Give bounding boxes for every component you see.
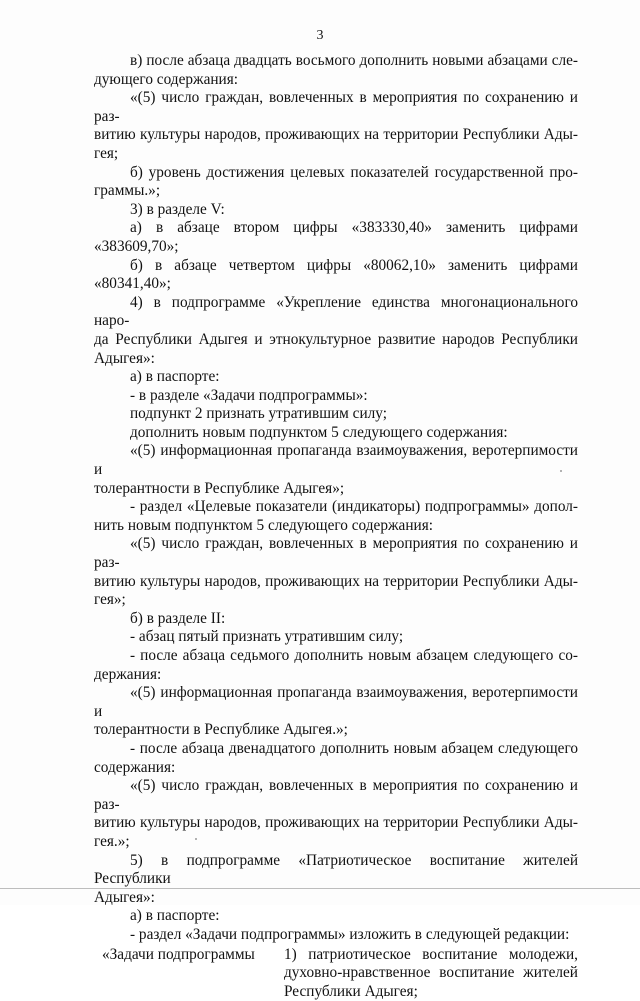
text-line: - абзац пятый признать утратившим силу; [94,628,578,647]
text-line: 5) в подпрограмме «Патриотическое воспитание жителей Республики [94,852,578,889]
paragraph-17 [94,647,578,684]
paragraph-15 [94,610,578,629]
paragraph-19 [94,740,578,777]
paragraph-13 [94,498,578,535]
paragraph-1 [94,52,578,89]
paragraph-12 [94,442,578,498]
scan-edge-line [0,888,640,889]
text-line: - в разделе «Задачи подпрограммы»: [94,387,578,406]
text-line: а) в паспорте: [94,907,578,926]
text-line: а) в абзаце втором цифры «383330,40» заменить цифрами [94,219,578,238]
text-line: дующего содержания: [94,71,578,90]
paragraph-18 [94,684,578,740]
paragraph-2 [94,89,578,163]
paragraph-22 [94,907,578,926]
text-line: «(5) информационная пропаганда взаимоуважения, веротерпимости и [94,684,578,721]
text-line: гея.»; [94,833,578,852]
text-line: духовно-нравственное воспитание жителей [284,964,578,983]
text-line: «80341,40»; [94,275,578,294]
text-line: толерантности в Республике Адыгея»; [94,480,578,499]
text-line: Адыгея»: [94,350,578,369]
text-line: «(5) число граждан, вовлеченных в мероприятия по сохранению и раз- [94,535,578,572]
paragraph-4 [94,201,578,220]
text-line: подпункт 2 признать утратившим силу; [94,405,578,424]
paragraph-6 [94,257,578,294]
document-body [94,52,578,1001]
tasks-table-value [284,946,578,1001]
text-line: витию культуры народов, проживающих на территории Республики Ады- [94,573,578,592]
scan-speck [195,838,197,840]
text-line: а) в паспорте: [94,368,578,387]
paragraph-23 [94,926,578,945]
scan-speck [560,470,562,472]
paragraph-16 [94,628,578,647]
paragraph-10 [94,405,578,424]
text-line: «(5) информационная пропаганда взаимоуважения, веротерпимости и [94,442,578,479]
text-line: б) уровень достижения целевых показателей государственной про- [94,164,578,183]
paragraph-7 [94,294,578,368]
text-line: «(5) число граждан, вовлеченных в мероприятия по сохранению и раз- [94,89,578,126]
text-line: б) в разделе II: [94,610,578,629]
text-line: граммы.»; [94,182,578,201]
text-line: 1) патриотическое воспитание молодежи, [284,946,578,965]
paragraph-21 [94,852,578,908]
text-line: витию культуры народов, проживающих на территории Республики Ады- [94,126,578,145]
text-line: «(5) число граждан, вовлеченных в мероприятия по сохранению и раз- [94,777,578,814]
text-line: Адыгея»: [94,889,578,908]
paragraph-20 [94,777,578,851]
text-line: дополнить новым подпунктом 5 следующего содержания: [94,424,578,443]
text-line: - раздел «Задачи подпрограммы» изложить в следующей редакции: [94,926,578,945]
paragraph-14 [94,535,578,609]
text-line: да Республики Адыгея и этнокультурное развитие народов Республики [94,331,578,350]
text-line: 4) в подпрограмме «Укрепление единства многонационального наро- [94,294,578,331]
page-number: 3 [0,28,640,44]
paragraph-9 [94,387,578,406]
paragraph-11 [94,424,578,443]
text-line: нить новым подпунктом 5 следующего содержания: [94,517,578,536]
paragraph-3 [94,164,578,201]
text-line: содержания: [94,759,578,778]
text-line: Республики Адыгея; [284,983,578,1001]
text-line: витию культуры народов, проживающих на территории Республики Ады- [94,814,578,833]
text-line: б) в абзаце четвертом цифры «80062,10» заменить цифрами [94,257,578,276]
tasks-table-label: «Задачи подпрограммы [94,946,284,1001]
text-line: толерантности в Республике Адыгея.»; [94,721,578,740]
paragraph-5 [94,219,578,256]
text-line: держания: [94,666,578,685]
text-line: 3) в разделе V: [94,201,578,220]
text-line: гея»; [94,591,578,610]
tasks-table-row [94,946,578,1001]
text-line: - после абзаца двенадцатого дополнить новым абзацем следующего [94,740,578,759]
text-line: «383609,70»; [94,238,578,257]
text-line: гея; [94,145,578,164]
text-line: - после абзаца седьмого дополнить новым абзацем следующего со- [94,647,578,666]
paragraph-8 [94,368,578,387]
text-line: - раздел «Целевые показатели (индикаторы) подпрограммы» допол- [94,498,578,517]
text-line: в) после абзаца двадцать восьмого дополнить новыми абзацами сле- [94,52,578,71]
